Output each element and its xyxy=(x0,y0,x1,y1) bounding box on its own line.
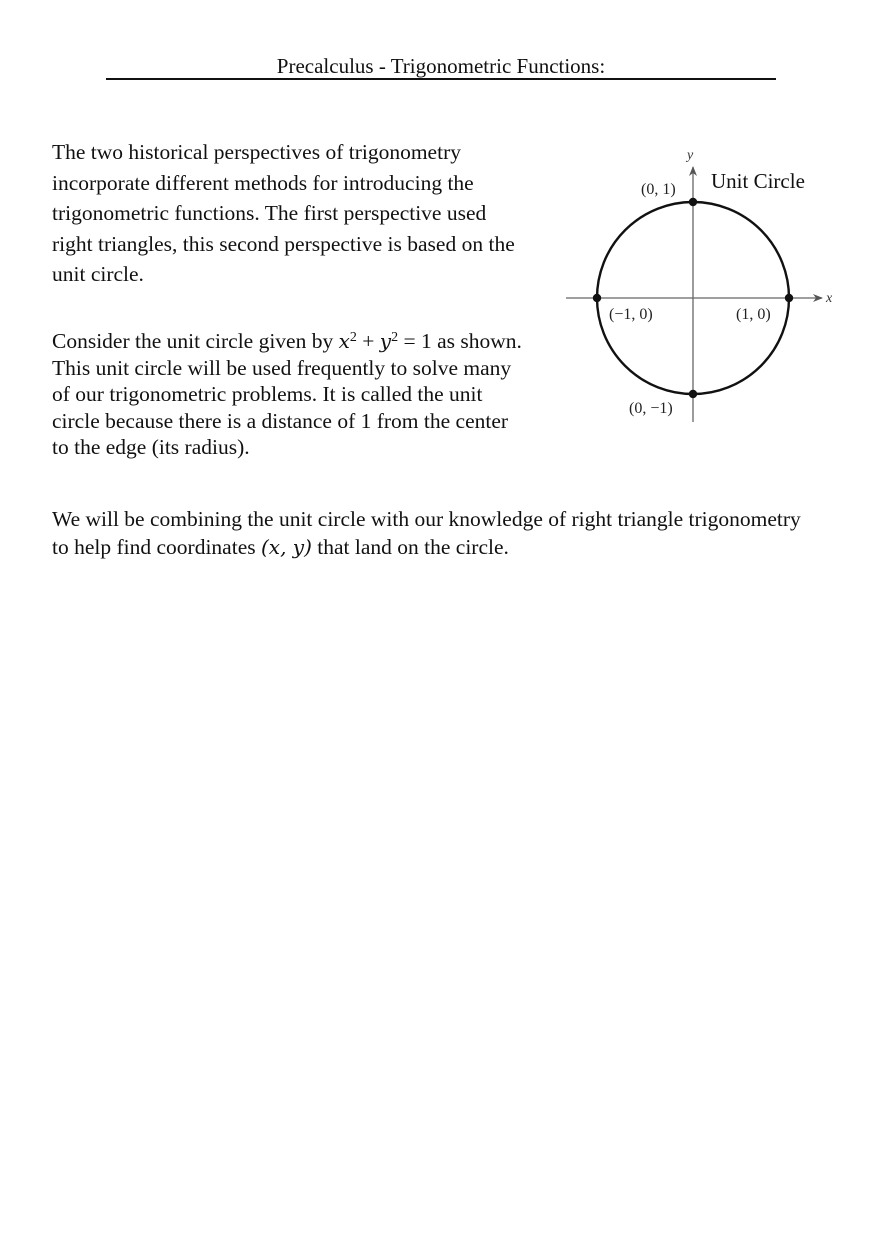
paragraph2-after: as shown. This unit circle will be used frequently to solve many of our trigonometric problems. It is called the unit circle because there is a distance of 1 from the center to the edge (its radius). xyxy=(52,329,522,459)
point-marker xyxy=(785,294,793,302)
point-marker xyxy=(689,198,697,206)
point-marker xyxy=(689,390,697,398)
x-axis-label: x xyxy=(826,291,833,306)
point-label: (0, 1) xyxy=(641,181,676,198)
y-axis-label: y xyxy=(687,148,694,163)
equation-x-exponent: 2 xyxy=(349,330,357,345)
point-label: (1, 0) xyxy=(736,306,771,323)
unit-circle-figure xyxy=(560,140,845,430)
combining-paragraph xyxy=(52,505,812,561)
figure-title: Unit Circle xyxy=(711,169,805,193)
equation-plus: + xyxy=(356,329,380,353)
page-title: Precalculus - Trigonometric Functions: xyxy=(276,54,606,78)
page-header xyxy=(106,54,776,80)
paragraph3-after: that land on the circle. xyxy=(311,535,509,559)
equation-equals: = 1 xyxy=(398,329,432,353)
equation-x: x xyxy=(338,329,350,353)
point-label: (0, −1) xyxy=(629,400,673,417)
unit-circle-paragraph xyxy=(52,328,522,461)
point-label: (−1, 0) xyxy=(609,306,653,323)
paragraph3-before: We will be combining the unit circle with our knowledge of right triangle trigonometry to help find coordinates xyxy=(52,507,801,559)
equation-y-exponent: 2 xyxy=(391,330,399,345)
paragraph2-before: Consider the unit circle given by xyxy=(52,329,339,353)
equation-y: y xyxy=(379,329,392,353)
unit-circle-graph xyxy=(560,140,845,430)
point-marker xyxy=(593,294,601,302)
intro-paragraph: The two historical perspectives of trigonometry incorporate different methods for introducing the trigonometric functions. The first perspective used right triangles, this second perspective is based on the unit circle. xyxy=(52,140,515,286)
coordinates-xy: (x, y) xyxy=(260,535,312,559)
